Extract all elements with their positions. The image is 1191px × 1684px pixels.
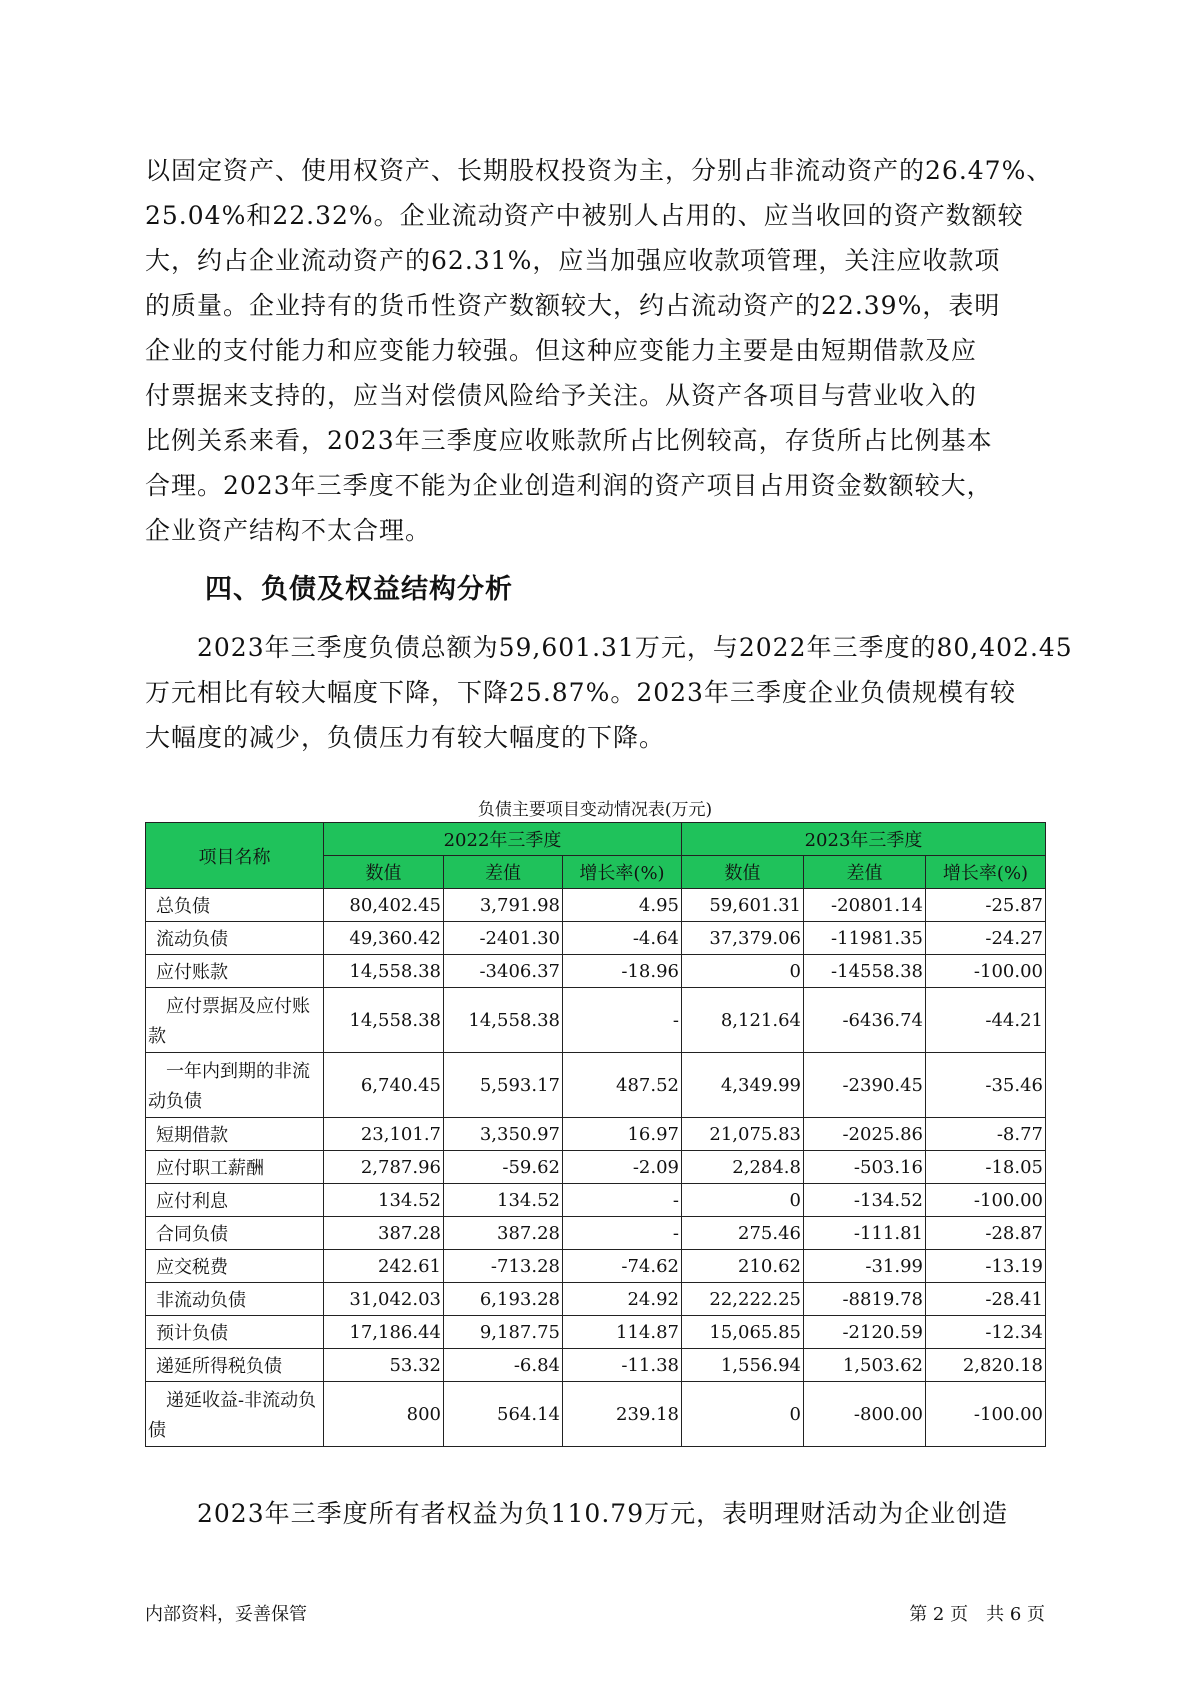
text-line: 企业资产结构不太合理。 xyxy=(145,516,432,545)
cell-value-2023: 0 xyxy=(682,1184,804,1217)
text-line: 企业的支付能力和应变能力较强。但这种应变能力主要是由短期借款及应 xyxy=(145,336,978,365)
cell-diff-2022: -3406.37 xyxy=(444,955,563,988)
cell-value-2023: 4,349.99 xyxy=(682,1053,804,1118)
cell-value-2022: 23,101.7 xyxy=(324,1118,444,1151)
cell-value-2023: 15,065.85 xyxy=(682,1316,804,1349)
cell-growth-2022: -11.38 xyxy=(563,1349,682,1382)
cell-value-2023: 59,601.31 xyxy=(682,889,804,922)
text-line: 25.04%和22.32%。企业流动资产中被别人占用的、应当收回的资产数额较 xyxy=(145,201,1024,230)
cell-value-2022: 800 xyxy=(324,1382,444,1447)
header-diff-2022: 差值 xyxy=(444,856,563,889)
text-line: 的质量。企业持有的货币性资产数额较大，约占流动资产的22.39%，表明 xyxy=(145,291,1001,320)
cell-diff-2023: 1,503.62 xyxy=(804,1349,926,1382)
cell-growth-2022: 16.97 xyxy=(563,1118,682,1151)
cell-diff-2022: 6,193.28 xyxy=(444,1283,563,1316)
text-line: 万元相比有较大幅度下降，下降25.87%。2023年三季度企业负债规模有较 xyxy=(145,678,1016,707)
cell-value-2023: 0 xyxy=(682,1382,804,1447)
table-row xyxy=(146,1283,1046,1316)
cell-item-name: 合同负债 xyxy=(146,1217,324,1250)
cell-growth-2023: -35.46 xyxy=(926,1053,1046,1118)
cell-value-2023: 0 xyxy=(682,955,804,988)
cell-diff-2022: 564.14 xyxy=(444,1382,563,1447)
footer-confidential-note: 内部资料，妥善保管 xyxy=(145,1604,307,1625)
header-item-name: 项目名称 xyxy=(146,823,324,889)
cell-item-name: 短期借款 xyxy=(146,1118,324,1151)
header-period-2023: 2023年三季度 xyxy=(682,823,1046,856)
section-heading: 四、负债及权益结构分析 xyxy=(205,574,513,605)
cell-value-2022: 387.28 xyxy=(324,1217,444,1250)
table-row xyxy=(146,1250,1046,1283)
cell-value-2023: 275.46 xyxy=(682,1217,804,1250)
cell-growth-2023: -28.87 xyxy=(926,1217,1046,1250)
cell-value-2023: 37,379.06 xyxy=(682,922,804,955)
table-row xyxy=(146,1053,1046,1118)
cell-value-2023: 2,284.8 xyxy=(682,1151,804,1184)
cell-diff-2023: -8819.78 xyxy=(804,1283,926,1316)
header-value-2023: 数值 xyxy=(682,856,804,889)
cell-growth-2022: - xyxy=(563,1184,682,1217)
cell-diff-2023: -14558.38 xyxy=(804,955,926,988)
table-row xyxy=(146,922,1046,955)
cell-diff-2023: -6436.74 xyxy=(804,988,926,1053)
cell-growth-2023: -25.87 xyxy=(926,889,1046,922)
cell-diff-2022: -2401.30 xyxy=(444,922,563,955)
cell-growth-2023: -18.05 xyxy=(926,1151,1046,1184)
header-growth-2022: 增长率(%) xyxy=(563,856,682,889)
table-row xyxy=(146,1184,1046,1217)
table-row xyxy=(146,955,1046,988)
cell-item-name: 应付票据及应付账款 xyxy=(146,988,324,1053)
cell-item-name: 递延所得税负债 xyxy=(146,1349,324,1382)
cell-growth-2023: -24.27 xyxy=(926,922,1046,955)
header-value-2022: 数值 xyxy=(324,856,444,889)
table-row xyxy=(146,1316,1046,1349)
table-row xyxy=(146,1217,1046,1250)
cell-diff-2022: 9,187.75 xyxy=(444,1316,563,1349)
table-row xyxy=(146,1151,1046,1184)
cell-growth-2022: 4.95 xyxy=(563,889,682,922)
cell-item-name: 递延收益-非流动负债 xyxy=(146,1382,324,1447)
cell-value-2023: 21,075.83 xyxy=(682,1118,804,1151)
text-line: 2023年三季度所有者权益为负110.79万元，表明理财活动为企业创造 xyxy=(145,1499,1009,1528)
liability-summary-paragraph xyxy=(145,625,1073,760)
cell-growth-2022: 239.18 xyxy=(563,1382,682,1447)
cell-item-name: 流动负债 xyxy=(146,922,324,955)
footer-page-number: 第 2 页 共 6 页 xyxy=(909,1604,1045,1625)
cell-growth-2022: -2.09 xyxy=(563,1151,682,1184)
cell-value-2022: 80,402.45 xyxy=(324,889,444,922)
header-period-2022: 2022年三季度 xyxy=(324,823,682,856)
cell-diff-2022: -6.84 xyxy=(444,1349,563,1382)
cell-growth-2022: 114.87 xyxy=(563,1316,682,1349)
cell-diff-2022: -59.62 xyxy=(444,1151,563,1184)
cell-growth-2023: -28.41 xyxy=(926,1283,1046,1316)
text-line: 比例关系来看，2023年三季度应收账款所占比例较高，存货所占比例基本 xyxy=(145,426,993,455)
cell-growth-2023: -44.21 xyxy=(926,988,1046,1053)
cell-growth-2022: 487.52 xyxy=(563,1053,682,1118)
cell-value-2022: 6,740.45 xyxy=(324,1053,444,1118)
text-line: 大幅度的减少，负债压力有较大幅度的下降。 xyxy=(145,723,666,752)
cell-value-2022: 14,558.38 xyxy=(324,955,444,988)
cell-item-name: 非流动负债 xyxy=(146,1283,324,1316)
table-caption: 负债主要项目变动情况表(万元) xyxy=(477,800,713,820)
cell-diff-2023: -503.16 xyxy=(804,1151,926,1184)
cell-growth-2022: - xyxy=(563,1217,682,1250)
text-line: 付票据来支持的，应当对偿债风险给予关注。从资产各项目与营业收入的 xyxy=(145,381,978,410)
cell-diff-2023: -111.81 xyxy=(804,1217,926,1250)
cell-diff-2023: -20801.14 xyxy=(804,889,926,922)
cell-item-name: 应交税费 xyxy=(146,1250,324,1283)
table-row xyxy=(146,1118,1046,1151)
equity-paragraph xyxy=(145,1491,1045,1536)
cell-diff-2023: -2120.59 xyxy=(804,1316,926,1349)
cell-diff-2022: 3,350.97 xyxy=(444,1118,563,1151)
cell-item-name: 总负债 xyxy=(146,889,324,922)
cell-growth-2023: -100.00 xyxy=(926,955,1046,988)
cell-value-2022: 17,186.44 xyxy=(324,1316,444,1349)
liability-change-table xyxy=(145,822,1046,1447)
cell-diff-2022: 3,791.98 xyxy=(444,889,563,922)
cell-diff-2022: 134.52 xyxy=(444,1184,563,1217)
cell-growth-2022: -18.96 xyxy=(563,955,682,988)
cell-growth-2022: 24.92 xyxy=(563,1283,682,1316)
table-row xyxy=(146,988,1046,1053)
header-growth-2023: 增长率(%) xyxy=(926,856,1046,889)
cell-growth-2023: -100.00 xyxy=(926,1184,1046,1217)
cell-diff-2023: -2390.45 xyxy=(804,1053,926,1118)
cell-item-name: 应付账款 xyxy=(146,955,324,988)
cell-value-2022: 14,558.38 xyxy=(324,988,444,1053)
text-line: 以固定资产、使用权资产、长期股权投资为主，分别占非流动资产的26.47%、 xyxy=(145,156,1053,185)
cell-growth-2022: -4.64 xyxy=(563,922,682,955)
cell-growth-2022: - xyxy=(563,988,682,1053)
cell-growth-2023: -12.34 xyxy=(926,1316,1046,1349)
cell-diff-2022: 5,593.17 xyxy=(444,1053,563,1118)
cell-growth-2023: 2,820.18 xyxy=(926,1349,1046,1382)
cell-item-name: 应付职工薪酬 xyxy=(146,1151,324,1184)
table-body xyxy=(146,889,1046,1447)
cell-growth-2023: -8.77 xyxy=(926,1118,1046,1151)
cell-value-2022: 242.61 xyxy=(324,1250,444,1283)
cell-value-2022: 53.32 xyxy=(324,1349,444,1382)
cell-item-name: 一年内到期的非流动负债 xyxy=(146,1053,324,1118)
cell-value-2023: 1,556.94 xyxy=(682,1349,804,1382)
cell-diff-2023: -800.00 xyxy=(804,1382,926,1447)
cell-diff-2023: -31.99 xyxy=(804,1250,926,1283)
cell-diff-2022: -713.28 xyxy=(444,1250,563,1283)
cell-value-2023: 22,222.25 xyxy=(682,1283,804,1316)
text-line: 大，约占企业流动资产的62.31%，应当加强应收款项管理，关注应收款项 xyxy=(145,246,1001,275)
cell-value-2023: 8,121.64 xyxy=(682,988,804,1053)
cell-value-2022: 134.52 xyxy=(324,1184,444,1217)
cell-value-2022: 31,042.03 xyxy=(324,1283,444,1316)
header-diff-2023: 差值 xyxy=(804,856,926,889)
text-line: 2023年三季度负债总额为59,601.31万元，与2022年三季度的80,402.45 xyxy=(145,633,1073,662)
cell-growth-2023: -100.00 xyxy=(926,1382,1046,1447)
text-line: 合理。2023年三季度不能为企业创造利润的资产项目占用资金数额较大， xyxy=(145,471,993,500)
table-row xyxy=(146,1382,1046,1447)
table-row xyxy=(146,1349,1046,1382)
intro-paragraph xyxy=(145,148,1053,553)
cell-diff-2022: 14,558.38 xyxy=(444,988,563,1053)
cell-diff-2022: 387.28 xyxy=(444,1217,563,1250)
table-row xyxy=(146,889,1046,922)
cell-value-2022: 2,787.96 xyxy=(324,1151,444,1184)
cell-item-name: 应付利息 xyxy=(146,1184,324,1217)
cell-diff-2023: -11981.35 xyxy=(804,922,926,955)
cell-growth-2022: -74.62 xyxy=(563,1250,682,1283)
cell-growth-2023: -13.19 xyxy=(926,1250,1046,1283)
cell-diff-2023: -2025.86 xyxy=(804,1118,926,1151)
cell-value-2022: 49,360.42 xyxy=(324,922,444,955)
cell-value-2023: 210.62 xyxy=(682,1250,804,1283)
cell-diff-2023: -134.52 xyxy=(804,1184,926,1217)
cell-item-name: 预计负债 xyxy=(146,1316,324,1349)
